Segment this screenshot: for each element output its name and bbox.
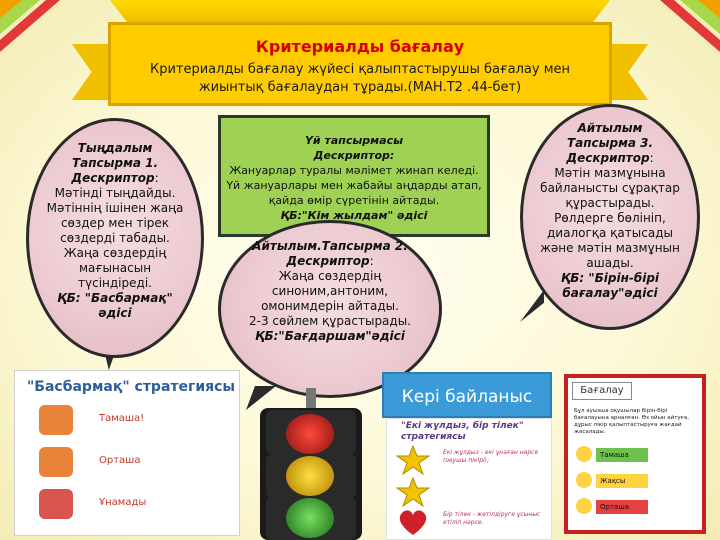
feedback-row [395,507,545,539]
star-icon [395,445,431,475]
speaking2-heading: Айтылым.Тапсырма 2. [252,239,408,253]
assessment-row-label: Орташа [596,500,648,514]
speaking2-descriptor-colon: : [369,254,374,268]
listening-desc-1: Мәтінді тыңдайды. [54,186,176,200]
traffic-light-housing [260,408,362,540]
thumb-side-icon [39,447,73,477]
feedback-row [395,445,545,477]
assessment-panel [564,374,706,534]
listening-desc-2: Мәтіннің ішінен жаңа сөздер мен тірек сөздерді табады. [46,201,184,245]
speaking2-descriptor-line [239,254,421,269]
smiley-icon [576,446,592,462]
thumb-row-label: Тамаша! [99,413,145,424]
heart-icon [395,507,431,537]
feedback-row-text: Бір тілек - жетілдіруге ұсыныс етіліп нәрсе. [443,511,541,526]
traffic-lamp-green [286,498,334,538]
thumb-row [39,405,229,435]
title-banner [108,22,612,106]
listening-method: ҚБ: "Басбармақ" әдісі [57,291,173,320]
speaking3-desc-2: Рөлдерге бөлініп, диалогқа қатысады және мәтін мазмұнын ашады. [540,211,680,270]
star-icon [395,477,431,507]
speaking3-heading: Айтылым [577,121,643,135]
listening-heading: Тыңдалым [77,141,153,155]
page-title: Критериалды бағалау [255,37,465,56]
assessment-desc: Бұл ауызша оқушылар бірін-бірі бағалауына арналған. Өз ойын айтуға, дұрыс пікір қалыптастыруға жағдай жасалады. [574,408,690,435]
listening-descriptor: Дескриптор [71,171,155,185]
listening-descriptor-colon: : [154,171,159,185]
thumb-down-icon [39,489,73,519]
thumb-strategy-title: "Басбармақ" стратегиясы [27,379,236,395]
feedback-header: Кері байланыс [382,372,552,418]
thumb-up-icon [39,405,73,435]
homework-heading: Үй тапсырмасы [304,134,404,147]
assessment-title: Бағалау [572,382,632,400]
bubble-speaking-task3 [520,104,700,330]
listening-task-number: Тапсырма 1. [71,156,159,170]
feedback-row [395,477,545,509]
smiley-icon [576,498,592,514]
traffic-lamp-red [286,414,334,454]
traffic-light-icon [240,388,382,540]
thumb-row [39,489,229,519]
assessment-row-label: Тамаша [596,448,648,462]
homework-desc-1: Жануарлар туралы мәлімет жинап келеді. [229,164,479,177]
corner-stripes-top-right [650,0,720,60]
feedback-row-text: Екі жұлдыз - екі ұнаған нәрсе (оқушы пікірі); [443,449,539,464]
thumb-row-label: Ұнамады [99,497,147,508]
speaking2-descriptor: Дескриптор [286,254,370,268]
homework-box [218,115,490,237]
page-subtitle: Критериалды бағалау жүйесі қалыптастырушы бағалау мен жиынтық бағалаудан тұрады.(МАН.Т2 .44-бет) [149,62,570,95]
corner-stripes-top-left [0,0,70,60]
assessment-row-label: Жақсы [596,474,648,488]
speaking2-desc-2: 2-3 сөйлем құрастырады. [248,314,411,328]
homework-descriptor: Дескриптор: [313,149,395,162]
homework-desc-2: Үй жануарлары мен жабайы аңдарды атап, қайда өмір сүретінін айтады. [226,179,482,207]
homework-method: ҚБ:"Кім жылдам" әдісі [280,209,428,222]
thumb-row [39,447,229,477]
speaking2-method: ҚБ:"Бағдаршам"әдісі [255,329,405,343]
speaking3-task-number: Тапсырма 3. [566,136,654,150]
speaking3-descriptor-colon: : [649,151,654,165]
traffic-lamp-yellow [286,456,334,496]
speaking3-descriptor-line [537,151,683,166]
listening-desc-3: Жаңа сөздердің мағынасын түсіндіреді. [63,246,167,290]
speaking2-desc-1: Жаңа сөздердің синоним,антоним, омонимдерін айтады. [261,269,399,313]
feedback-panel [386,418,552,540]
thumb-row-label: Орташа [99,455,141,466]
speaking3-method: ҚБ: "Бірін-бірі бағалау"әдісі [560,271,660,300]
speaking3-descriptor: Дескриптор [566,151,650,165]
feedback-strategy-title: "Екі жұлдыз, бір тілек" стратегиясы [401,421,524,442]
bubble-listening-task [26,118,204,358]
smiley-icon [576,472,592,488]
speaking3-desc-1: Мәтін мазмұнына байланысты сұрақтар құрастырады. [540,166,680,210]
listening-descriptor-line [45,171,185,186]
thumb-strategy-panel [14,370,240,536]
